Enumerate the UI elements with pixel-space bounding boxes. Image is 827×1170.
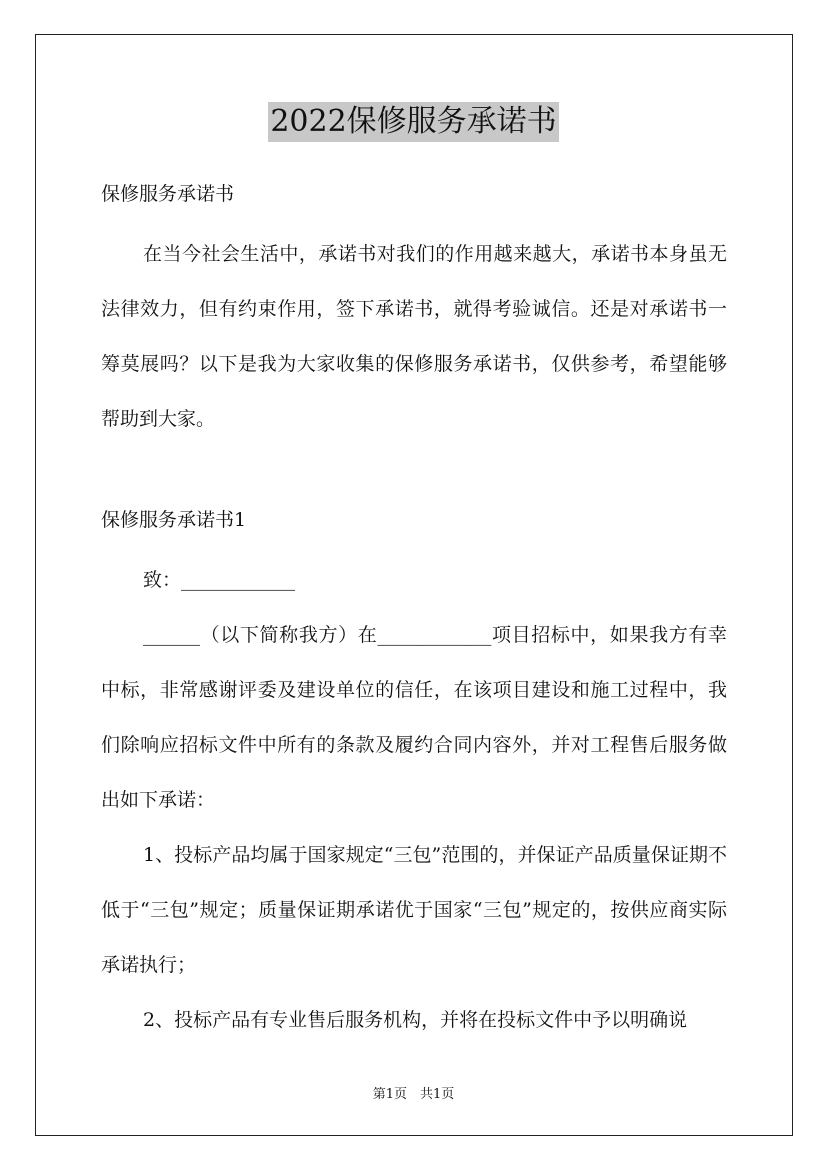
spacer (101, 539, 727, 553)
title-container (0, 102, 827, 142)
spacer (101, 447, 727, 501)
body-paragraph: ______（以下简称我方）在____________项目招标中，如果我方有幸中标，非常感谢评委及建设单位的信任，在该项目建设和施工过程中，我们除响应招标文件中所有的条款及履约合同内容外，并对工程售后服务做出如下承诺： (101, 624, 727, 811)
document-body (101, 175, 727, 1048)
intro-paragraph: 在当今社会生活中，承诺书对我们的作用越来越大，承诺书本身虽无法律效力，但有约束作用，签下承诺书，就得考验诚信。还是对承诺书一筹莫展吗？以下是我为大家收集的保修服务承诺书，仅供参考，希望能够帮助到大家。 (101, 243, 727, 430)
commitment-item-2: 2、投标产品有专业售后服务机构，并将在投标文件中予以明确说 (143, 1009, 688, 1031)
commitment-item-1: 1、投标产品均属于国家规定“三包”范围的，并保证产品质量保证期不低于“三包”规定；质量保证期承诺优于国家“三包”规定的，按供应商实际承诺执行； (101, 844, 727, 976)
page-footer: 第1页 共1页 (372, 1087, 455, 1102)
document-title: 2022保修服务承诺书 (268, 102, 558, 142)
spacer (101, 213, 727, 227)
document-subtitle: 保修服务承诺书 (101, 183, 235, 205)
section-heading: 保修服务承诺书1 (101, 509, 247, 531)
addressee-line: 致：____________ (143, 569, 296, 591)
